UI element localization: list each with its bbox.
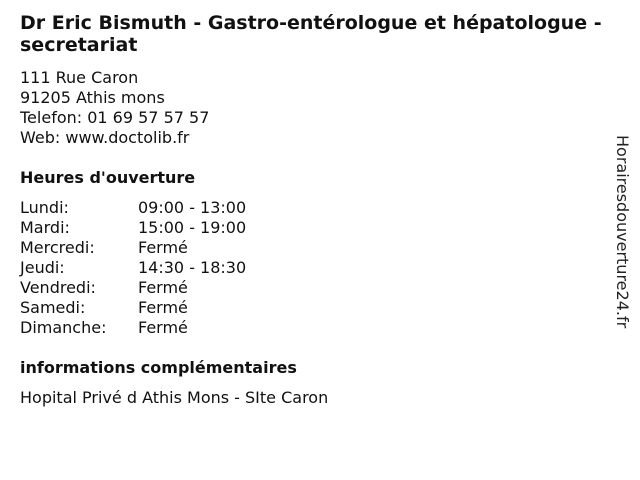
content-area — [20, 12, 620, 408]
site-watermark: Horairesdouverture24.fr — [613, 135, 632, 329]
day-label: Dimanche: — [20, 318, 107, 337]
day-hours: Fermé — [138, 238, 188, 257]
website-link[interactable]: Web: www.doctolib.fr — [20, 128, 190, 147]
day-hours: Fermé — [138, 318, 188, 337]
day-label: Lundi: — [20, 198, 69, 217]
address-street: 111 Rue Caron — [20, 68, 139, 87]
address-block — [20, 68, 620, 148]
hours-row-wednesday — [20, 238, 620, 258]
hours-row-tuesday — [20, 218, 620, 238]
day-label: Samedi: — [20, 298, 86, 317]
hours-row-sunday — [20, 318, 620, 338]
opening-hours-table — [20, 198, 620, 338]
day-hours: Fermé — [138, 278, 188, 297]
day-label: Mercredi: — [20, 238, 95, 257]
day-label: Jeudi: — [20, 258, 65, 277]
hours-row-monday — [20, 198, 620, 218]
day-hours: 14:30 - 18:30 — [138, 258, 247, 277]
day-hours: 09:00 - 13:00 — [138, 198, 247, 217]
day-hours: 15:00 - 19:00 — [138, 218, 247, 237]
opening-hours-heading: Heures d'ouverture — [20, 168, 196, 187]
hours-row-friday — [20, 278, 620, 298]
additional-info-heading: informations complémentaires — [20, 358, 297, 377]
additional-info-text: Hopital Privé d Athis Mons - SIte Caron — [20, 388, 329, 407]
hours-row-saturday — [20, 298, 620, 318]
day-label: Vendredi: — [20, 278, 96, 297]
day-label: Mardi: — [20, 218, 70, 237]
phone-number[interactable]: Telefon: 01 69 57 57 57 — [20, 108, 210, 127]
hours-row-thursday — [20, 258, 620, 278]
address-city: 91205 Athis mons — [20, 88, 165, 107]
day-hours: Fermé — [138, 298, 188, 317]
page-title: Dr Eric Bismuth - Gastro-entérologue et hépatologue - secretariat — [20, 12, 602, 56]
